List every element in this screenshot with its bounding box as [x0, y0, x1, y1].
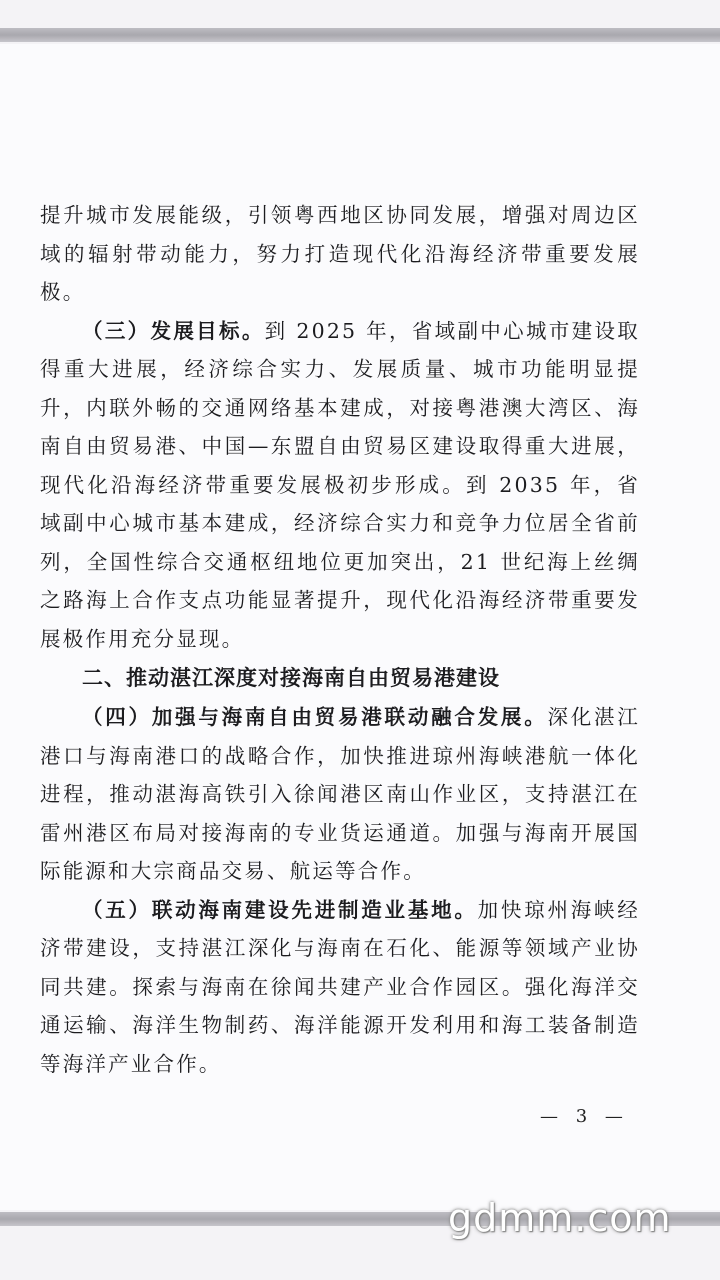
- paragraph-1-text: 提升城市发展能级，引领粤西地区协同发展，增强对周边区域的辐射带动能力，努力打造现代化沿海经济带重要发展极。: [40, 203, 640, 304]
- paragraph-hainan-linkage: [40, 698, 640, 891]
- paragraph-3-lead: （四）加强与海南自由贸易港联动融合发展。: [82, 705, 548, 729]
- paragraph-3-text: 深化湛江港口与海南港口的战略合作，加快推进琼州海峡港航一体化进程，推动湛海高铁引入徐闻港区南山作业区，支持湛江在雷州港区布局对接海南的专业货运通道。加强与海南开展国际能源和大宗商品交易、航运等合作。: [40, 705, 640, 883]
- document-content: [40, 196, 640, 1083]
- paragraph-2-text: 到 2025 年，省域副中心城市建设取得重大进展，经济综合实力、发展质量、城市功能明显提升，内联外畅的交通网络基本建成，对接粤港澳大湾区、海南自由贸易港、中国—东盟自由贸易区建设取得重大进展，现代化沿海经济带重要发展极初步形成。到 2035 年，省域副中心城市基本建成，经济综合实力和竞争力位居全省前列，全国性综合交通枢纽地位更加突出，21 世纪海上丝绸之路海上合作支点功能显著提升，现代化沿海经济带重要发展极作用充分显现。: [40, 318, 640, 651]
- paragraph-2-lead: （三）发展目标。: [82, 318, 265, 343]
- page-number: — 3 —: [540, 1106, 629, 1127]
- watermark-text: gdmm.com: [448, 1196, 672, 1240]
- paragraph-manufacturing-base: [40, 891, 640, 1084]
- paragraph-1: [40, 196, 640, 312]
- top-frame-bar: [0, 28, 720, 42]
- paragraph-development-goals: [40, 312, 640, 659]
- section-heading: 二、推动湛江深度对接海南自由贸易港建设: [82, 666, 500, 690]
- paragraph-4-lead: （五）联动海南建设先进制造业基地。: [82, 897, 478, 922]
- paragraph-4-text: 加快琼州海峡经济带建设，支持湛江深化与海南在石化、能源等领域产业协同共建。探索与海南在徐闻共建产业合作园区。强化海洋交通运输、海洋生物制药、海洋能源开发利用和海工装备制造等海洋产业合作。: [40, 897, 640, 1076]
